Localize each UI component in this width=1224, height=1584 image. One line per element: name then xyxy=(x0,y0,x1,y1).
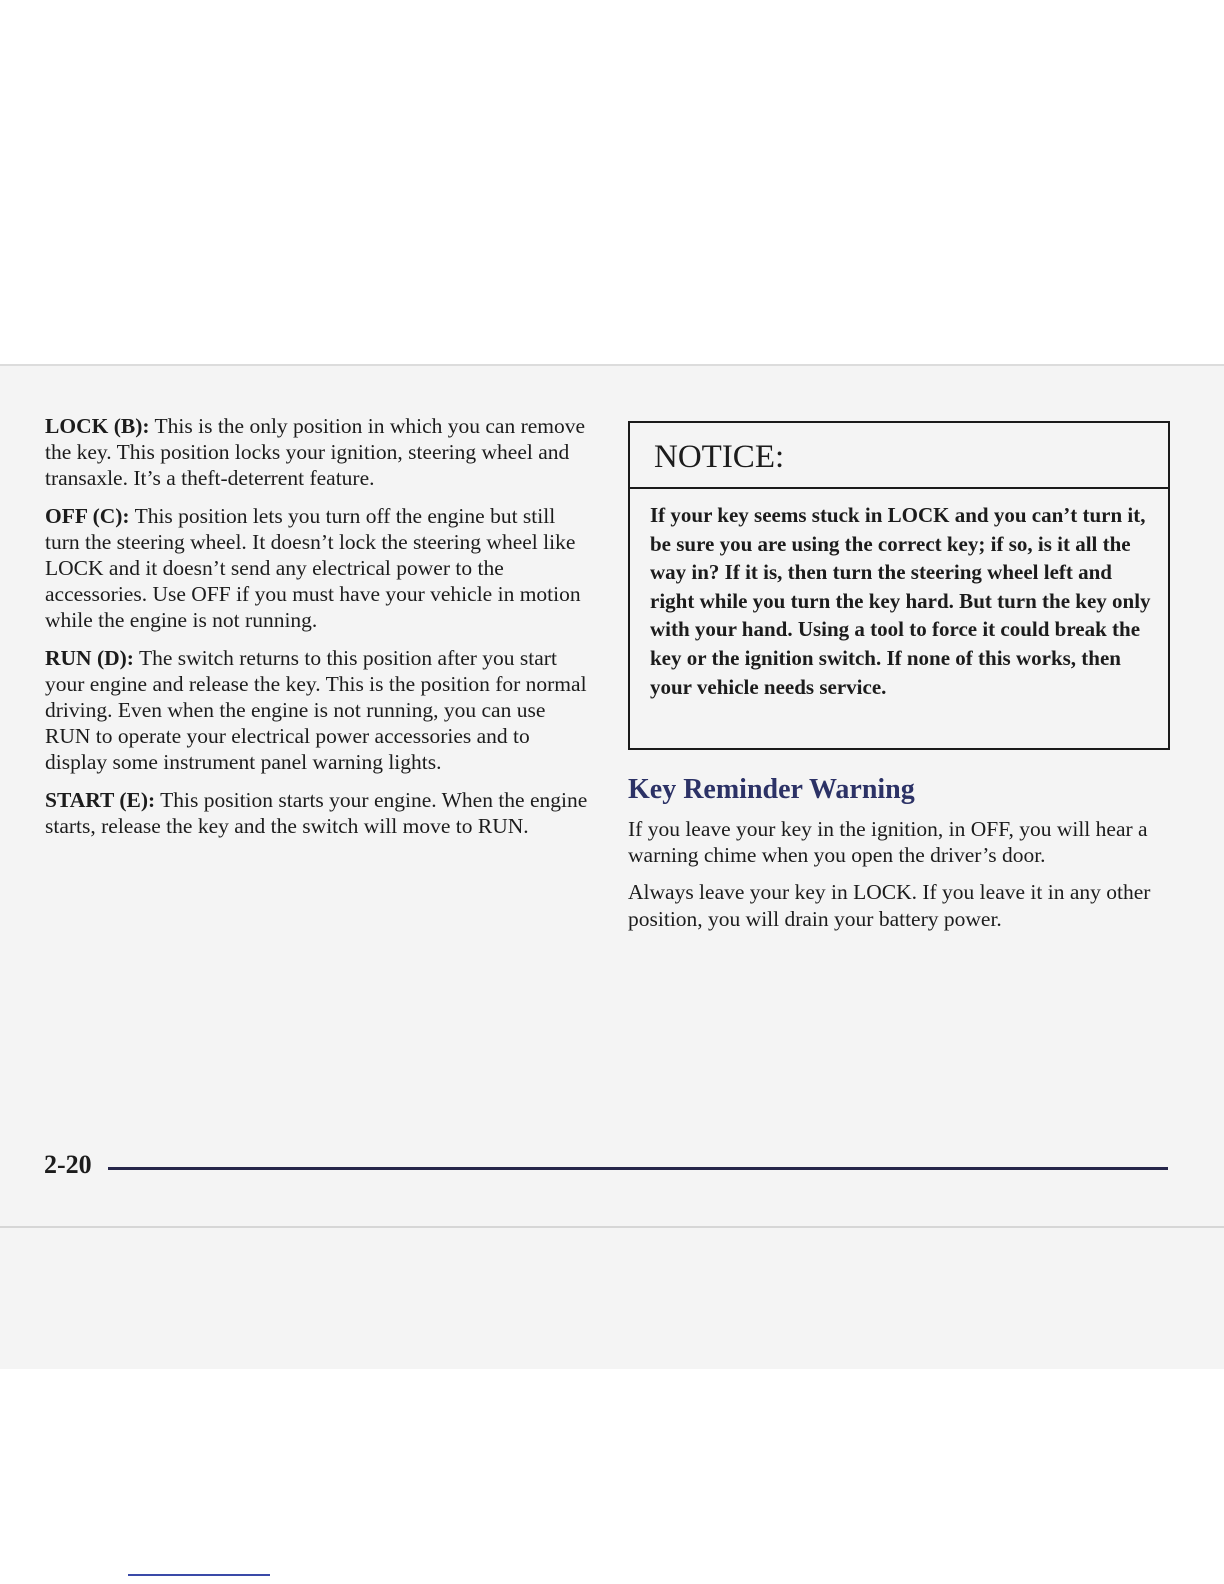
run-paragraph xyxy=(45,645,590,776)
lock-term: LOCK (B): xyxy=(45,414,150,438)
start-term: START (E): xyxy=(45,787,156,812)
lock-text: This is the only position in which you can remove the key. This position locks your ignition, steering wheel and transaxle. It’s a theft-deterrent feature. xyxy=(45,414,586,491)
key-reminder-title: Key Reminder Warning xyxy=(628,774,915,805)
run-term: RUN (D): xyxy=(45,645,134,670)
notice-box xyxy=(628,421,1170,750)
off-paragraph xyxy=(45,503,590,634)
start-text: This position starts your engine. When the engine starts, release the key and the switch will move to RUN. xyxy=(45,787,588,838)
bottom-link-underline xyxy=(128,1574,270,1576)
off-text: This position lets you turn off the engine but still turn the steering wheel. It doesn’t lock the steering wheel like LOCK and it doesn’t send any electrical power to the accessories. Use OFF if you must have your vehicle in motion while the engine is not running. xyxy=(45,503,581,633)
scan-edge-top xyxy=(0,364,1224,366)
start-paragraph xyxy=(45,787,590,839)
notice-body: If your key seems stuck in LOCK and you can’t turn it, be sure you are using the correct key; if so, is it all the way in? If it is, then turn the steering wheel left and right while you turn the key hard. But turn the key only with your hand. Using a tool to force it could break the key or the ignition switch. If none of this works, then your vehicle needs service. xyxy=(650,503,1151,699)
key-reminder-text xyxy=(628,816,1173,943)
page-number: 2-20 xyxy=(44,1150,92,1179)
scan-edge-bottom xyxy=(0,1226,1224,1228)
notice-heading: NOTICE: xyxy=(630,423,1168,489)
lock-paragraph xyxy=(45,413,590,492)
key-reminder-paragraph-2: Always leave your key in LOCK. If you leave it in any other position, you will drain your battery power. xyxy=(628,880,1151,931)
footer-rule xyxy=(108,1167,1168,1170)
left-column xyxy=(45,413,590,850)
run-text: The switch returns to this position after you start your engine and release the key. This is the position for normal driving. Even when the engine is not running, you can use RUN to operate your electrical power accessories and to display some instrument panel warning lights. xyxy=(45,645,587,775)
key-reminder-paragraph-1: If you leave your key in the ignition, in OFF, you will hear a warning chime when you open the driver’s door. xyxy=(628,817,1148,868)
off-term: OFF (C): xyxy=(45,503,130,528)
